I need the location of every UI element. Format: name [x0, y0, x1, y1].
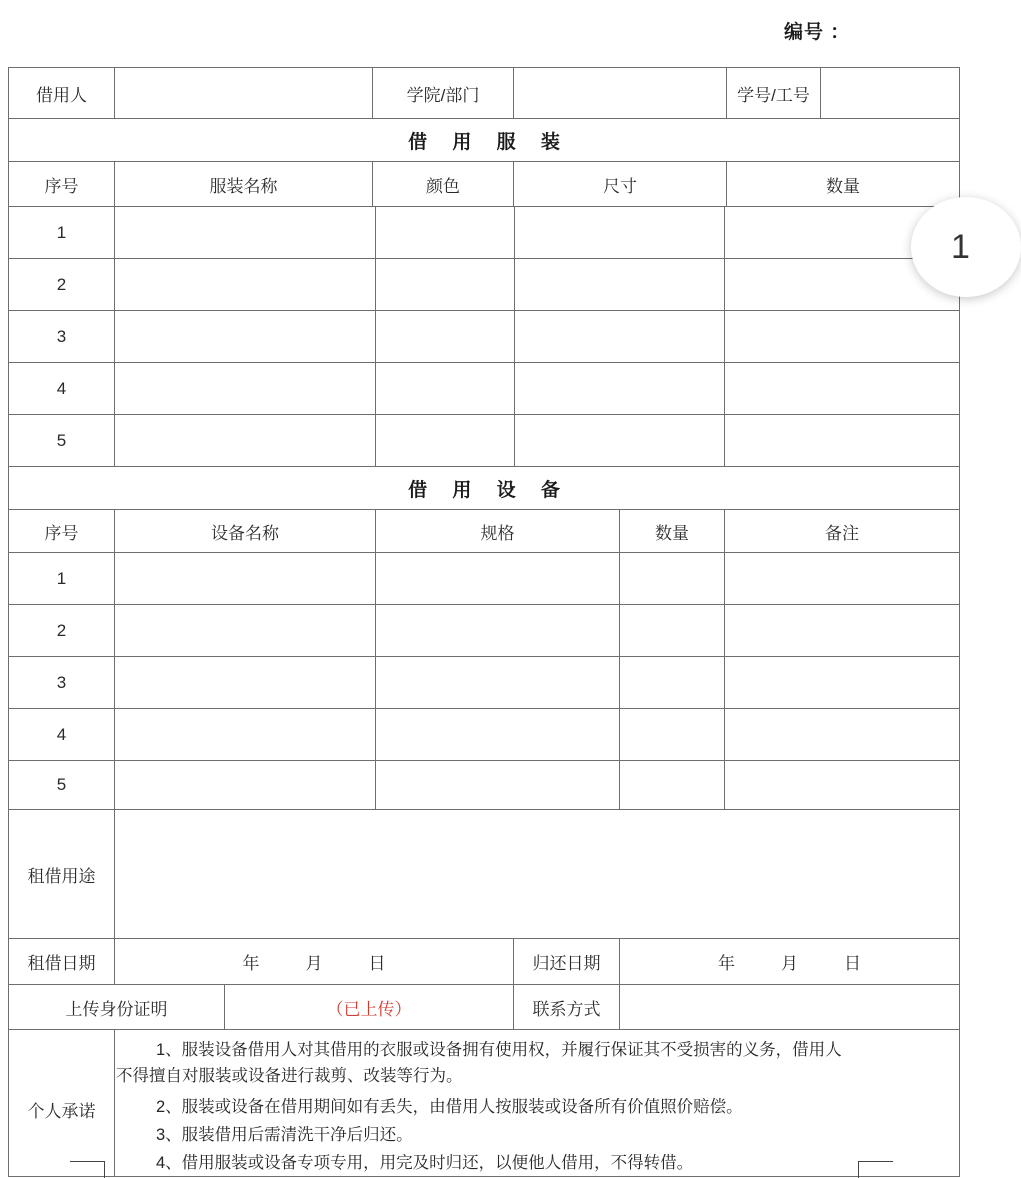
clothing-col-name: 服装名称 — [114, 161, 373, 207]
pledge-line-1: 1、服装设备借用人对其借用的衣服或设备拥有使用权，并履行保证其不受损害的义务，借用人 — [156, 1041, 842, 1059]
id-upload-label: 上传身份证明 — [8, 984, 225, 1030]
borrow-form — [8, 67, 960, 1177]
clothing-quantity-field[interactable] — [724, 310, 960, 363]
clothing-color-field[interactable] — [375, 414, 515, 467]
equipment-col-remarks: 备注 — [724, 509, 960, 553]
equipment-remarks-field[interactable] — [724, 760, 960, 810]
equipment-spec-field[interactable] — [375, 708, 620, 761]
equipment-quantity-field[interactable] — [619, 708, 725, 761]
clothing-name-field[interactable] — [114, 362, 376, 415]
clothing-color-field[interactable] — [375, 206, 515, 259]
clothing-row-index: 4 — [8, 362, 115, 415]
month-label: 月 — [781, 954, 798, 973]
clothing-color-field[interactable] — [375, 362, 515, 415]
year-label: 年 — [242, 954, 260, 973]
clothing-col-quantity: 数量 — [726, 161, 960, 207]
clothing-name-field[interactable] — [114, 258, 376, 311]
page-number: 1 — [951, 227, 970, 266]
equipment-spec-field[interactable] — [375, 656, 620, 709]
return-date-label: 归还日期 — [513, 938, 620, 985]
college-label: 学院/部门 — [372, 67, 514, 119]
pledge-label: 个人承诺 — [8, 1029, 115, 1177]
clothing-col-index: 序号 — [8, 161, 115, 207]
doc-number-label: 编号 ： — [784, 22, 851, 43]
equipment-spec-field[interactable] — [375, 604, 620, 657]
pledge-line-2: 不得擅自对服装或设备进行裁剪、改装等行为。 — [116, 1067, 463, 1085]
clothing-name-field[interactable] — [114, 310, 376, 363]
equipment-quantity-field[interactable] — [619, 760, 725, 810]
equipment-remarks-field[interactable] — [724, 708, 960, 761]
clothing-color-field[interactable] — [375, 258, 515, 311]
equipment-remarks-field[interactable] — [724, 604, 960, 657]
clothing-name-field[interactable] — [114, 206, 376, 259]
equipment-quantity-field[interactable] — [619, 604, 725, 657]
equipment-col-index: 序号 — [8, 509, 115, 553]
equipment-name-field[interactable] — [114, 760, 376, 810]
return-date-field[interactable] — [619, 938, 960, 985]
clothing-size-field[interactable] — [514, 362, 725, 415]
id-upload-status[interactable]: （已上传） — [224, 984, 514, 1030]
borrower-field[interactable] — [114, 67, 373, 119]
pledge-line-3: 2、服装或设备在借用期间如有丢失，由借用人按服装或设备所有价值照价赔偿。 — [156, 1098, 743, 1116]
year-label: 年 — [718, 954, 735, 973]
clothing-quantity-field[interactable] — [724, 362, 960, 415]
purpose-field[interactable] — [114, 809, 960, 939]
equipment-row-index: 2 — [8, 604, 115, 657]
clothing-size-field[interactable] — [514, 310, 725, 363]
clothing-name-field[interactable] — [114, 414, 376, 467]
equipment-name-field[interactable] — [114, 656, 376, 709]
id-no-field[interactable] — [820, 67, 960, 119]
equipment-col-quantity: 数量 — [619, 509, 725, 553]
equipment-row-index: 4 — [8, 708, 115, 761]
equipment-quantity-field[interactable] — [619, 552, 725, 605]
equipment-name-field[interactable] — [114, 552, 376, 605]
clothing-color-field[interactable] — [375, 310, 515, 363]
clothing-row-index: 1 — [8, 206, 115, 259]
clothing-col-size: 尺寸 — [513, 161, 727, 207]
equipment-spec-field[interactable] — [375, 760, 620, 810]
clothing-quantity-field[interactable] — [724, 414, 960, 467]
pledge-line-4: 3、服装借用后需清洗干净后归还。 — [156, 1126, 413, 1144]
clothing-size-field[interactable] — [514, 414, 725, 467]
day-label: 日 — [844, 954, 861, 973]
clothing-size-field[interactable] — [514, 206, 725, 259]
corner-mark-right — [858, 1161, 893, 1178]
pledge-line-5: 4、借用服装或设备专项专用，用完及时归还，以便他人借用，不得转借。 — [156, 1154, 694, 1172]
month-label: 月 — [305, 954, 323, 973]
rent-date-field[interactable] — [114, 938, 514, 985]
clothing-row-index: 2 — [8, 258, 115, 311]
clothing-size-field[interactable] — [514, 258, 725, 311]
contact-label: 联系方式 — [513, 984, 620, 1030]
rent-date-label: 租借日期 — [8, 938, 115, 985]
equipment-quantity-field[interactable] — [619, 656, 725, 709]
equipment-remarks-field[interactable] — [724, 656, 960, 709]
equipment-row-index: 3 — [8, 656, 115, 709]
contact-field[interactable] — [619, 984, 960, 1030]
borrower-label: 借用人 — [8, 67, 115, 119]
equipment-remarks-field[interactable] — [724, 552, 960, 605]
equipment-col-spec: 规格 — [375, 509, 620, 553]
equipment-row-index: 5 — [8, 760, 115, 810]
id-no-label: 学号/工号 — [726, 67, 821, 119]
corner-mark-left — [70, 1161, 105, 1178]
equipment-name-field[interactable] — [114, 604, 376, 657]
equipment-col-name: 设备名称 — [114, 509, 376, 553]
page-indicator-badge[interactable] — [911, 197, 1021, 297]
equipment-section-title: 借 用 设 备 — [8, 466, 960, 510]
equipment-spec-field[interactable] — [375, 552, 620, 605]
day-label: 日 — [368, 954, 386, 973]
clothing-col-color: 颜色 — [372, 161, 514, 207]
equipment-name-field[interactable] — [114, 708, 376, 761]
equipment-row-index: 1 — [8, 552, 115, 605]
clothing-row-index: 5 — [8, 414, 115, 467]
college-field[interactable] — [513, 67, 727, 119]
purpose-label: 租借用途 — [8, 809, 115, 939]
clothing-row-index: 3 — [8, 310, 115, 363]
clothing-section-title: 借 用 服 装 — [8, 118, 960, 162]
